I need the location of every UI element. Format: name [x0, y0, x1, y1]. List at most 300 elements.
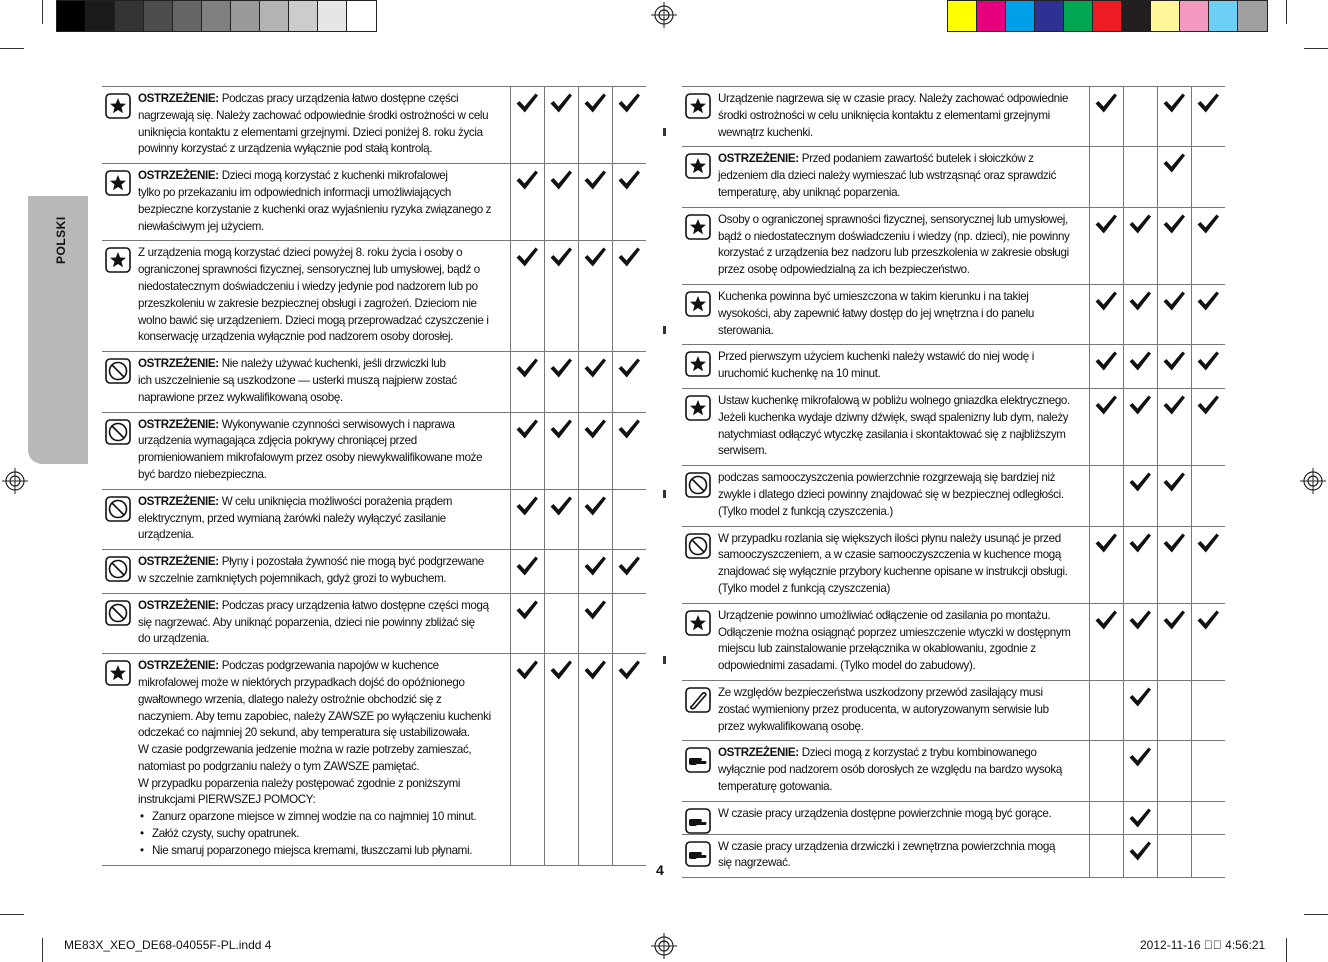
checkmark-icon: [515, 178, 539, 195]
text-line: [718, 108, 1083, 125]
text-line: [138, 658, 504, 675]
warning-lead: OSTRZEŻENIE:: [138, 417, 219, 431]
text-line: [138, 245, 504, 262]
model-column-cell: [510, 412, 544, 489]
text-line: [718, 581, 1083, 598]
text-line: [138, 356, 504, 373]
text-line-content: powinny korzystać z urządzenia wyłącznie pod stałą kontrolą.: [138, 142, 433, 156]
prohibited-icon: [102, 593, 136, 653]
model-column-cell: [510, 241, 544, 352]
text-line-content: sterowania.: [718, 323, 774, 337]
text-line-content: ograniczonej sprawności fizycznej, sensorycznej lub umysłowej, bądź o: [138, 263, 480, 277]
text-line: [138, 494, 504, 511]
text-line: [718, 608, 1083, 625]
color-swatch-strip-left: [56, 0, 377, 32]
text-line-content: gwałtownego wrzenia, dlatego należy ostrożnie obchodzić się z: [138, 692, 442, 706]
text-line: [718, 427, 1083, 444]
checkmark-icon: [617, 427, 641, 444]
text-line: [138, 373, 504, 390]
list-item: • Nie smaruj poparzonego miejsca kremami, tłuszczami lub płynami.: [138, 843, 504, 860]
star-warning-icon: [102, 87, 136, 164]
text-line: [718, 855, 1083, 872]
table-row: [102, 87, 646, 164]
checkmark-icon: [1128, 299, 1152, 316]
checkmark-icon: [549, 178, 573, 195]
text-line: [718, 719, 1083, 736]
text-line-content: instrukcjami PIERWSZEJ POMOCY:: [138, 793, 316, 807]
registration-mark-icon: [1300, 468, 1326, 494]
star-warning-icon: [682, 345, 716, 389]
pointing-hand-icon: [682, 801, 716, 834]
text-line-content: naprawione przez wykwalifikowaną osobę.: [138, 390, 343, 404]
text-line: [718, 168, 1083, 185]
table-row: [682, 680, 1225, 740]
text-line-content: urządzenia wymagająca zdjęcia pokrywy chroniącej przed: [138, 434, 417, 448]
pointing-hand-icon: [682, 741, 716, 801]
model-column-cell: [578, 593, 612, 653]
model-column-cell: [1089, 741, 1123, 801]
color-swatch: [977, 1, 1006, 31]
text-line-content: przez wykwalifikowaną osobę.: [718, 719, 864, 733]
text-line: [718, 151, 1083, 168]
model-column-cell: [1089, 147, 1123, 207]
model-column-cell: [544, 412, 578, 489]
checkmark-icon: [1094, 101, 1118, 118]
warning-lead: OSTRZEŻENIE:: [718, 152, 799, 166]
checkmark-icon: [1094, 222, 1118, 239]
text-line-content: Z urządzenia mogą korzystać dzieci powyżej 8. roku życia i osoby o: [138, 246, 463, 260]
text-line: [718, 349, 1083, 366]
star-warning-icon: [682, 388, 716, 465]
color-swatch: [318, 1, 347, 31]
model-column-cell: [1089, 345, 1123, 389]
fold-mark: [663, 326, 666, 334]
checkmark-icon: [1162, 299, 1186, 316]
text-line: [718, 185, 1083, 202]
text-line: [138, 185, 504, 202]
model-column-cell: [544, 550, 578, 594]
model-column-cell: [1123, 801, 1157, 834]
color-swatch: [57, 1, 86, 31]
model-column-cell: [1089, 834, 1123, 878]
color-swatch: [1035, 1, 1064, 31]
warning-lead: OSTRZEŻENIE:: [138, 494, 219, 508]
text-line-content: W przypadku poparzenia należy postępować zgodnie z poniższymi: [138, 776, 461, 790]
checkmark-icon: [1128, 359, 1152, 376]
text-line-content: temperaturę gotowania.: [718, 779, 833, 793]
warning-lead: OSTRZEŻENIE:: [138, 357, 219, 371]
star-warning-icon: [682, 603, 716, 680]
model-column-cell: [1157, 388, 1191, 465]
checkmark-icon: [1196, 222, 1220, 239]
table-row: [682, 801, 1225, 834]
text-line-content: nagrzewają się. Należy zachować odpowiednie środki ostrożności w celu: [138, 108, 489, 122]
text-line-content: W czasie podgrzewania jedzenie można w razie potrzeby zamieszać,: [138, 743, 472, 757]
checkmark-icon: [1128, 816, 1152, 833]
text-line: [718, 779, 1083, 796]
checkmark-icon: [1162, 403, 1186, 420]
text-line: [718, 504, 1083, 521]
text-line: [138, 615, 504, 632]
checkmark-icon: [1162, 618, 1186, 635]
model-column-cell: [1089, 466, 1123, 526]
text-line-content: wysokości, aby zapewnić łatwy dostęp do jej wnętrzna i do panelu: [718, 306, 1034, 320]
checkmark-icon: [583, 504, 607, 521]
model-column-cell: [544, 489, 578, 549]
prohibited-icon: [102, 489, 136, 549]
checkmark-icon: [515, 504, 539, 521]
text-line-content: odczekać co najmniej 20 sekund, aby temperatura się ustabilizowała.: [138, 726, 470, 740]
text-line-content: się nagrzewać. Aby uniknąć poparzenia, dzieci nie powinny zbliżać się: [138, 615, 475, 629]
checkmark-icon: [515, 255, 539, 272]
text-line: [718, 306, 1083, 323]
color-swatch: [86, 1, 115, 31]
text-line: [718, 625, 1083, 642]
checkmark-icon: [1128, 480, 1152, 497]
model-column-cell: [1089, 388, 1123, 465]
color-swatch: [1006, 1, 1035, 31]
text-line-content: natychmiast odłączyć wtyczkę zasilania i skontaktować się z najbliższym: [718, 427, 1066, 441]
color-swatch: [1093, 1, 1122, 31]
text-line: [138, 598, 504, 615]
row-text: [716, 741, 1089, 801]
model-column-cell: [510, 654, 544, 866]
text-line: [138, 631, 504, 648]
model-column-cell: [1191, 345, 1225, 389]
color-swatch: [1209, 1, 1238, 31]
model-column-cell: [510, 550, 544, 594]
text-line-content: przeszkoleniu w zakresie bezpiecznej obsługi i zagrożeń. Dzieciom nie: [138, 296, 477, 310]
checkmark-icon: [583, 564, 607, 581]
registration-mark-icon: [651, 933, 677, 959]
color-swatch: [347, 1, 376, 31]
text-line: [138, 554, 504, 571]
checkmark-icon: [515, 668, 539, 685]
row-text: [716, 388, 1089, 465]
text-line: [138, 759, 504, 776]
model-column-cell: [1157, 680, 1191, 740]
checkmark-icon: [549, 427, 573, 444]
text-line-content: urządzenia.: [138, 528, 195, 542]
text-line-content: Przed podaniem zawartość butelek i słoiczków z: [798, 152, 1034, 166]
text-line-content: ich uszczelnienie są uszkodzone — usterki muszą najpierw zostać: [138, 373, 457, 387]
table-row: [102, 593, 646, 653]
model-column-cell: [612, 489, 646, 549]
row-text: [136, 241, 510, 352]
row-text: [716, 345, 1089, 389]
model-column-cell: [544, 164, 578, 241]
text-line: [138, 279, 504, 296]
checkmark-icon: [617, 668, 641, 685]
text-line: [718, 641, 1083, 658]
checkmark-icon: [1094, 403, 1118, 420]
registration-mark-icon: [651, 2, 677, 28]
text-line-content: wyłącznie pod nadzorem osób dorosłych ze względu na bardzo wysoką: [718, 763, 1062, 777]
text-line: [718, 762, 1083, 779]
text-line-content: uruchomić kuchenkę na 10 minut.: [718, 367, 881, 381]
text-line: [138, 792, 504, 809]
text-line-content: uniknięcia kontaktu z elementami grzejnymi. Dzieci poniżej 8. roku życia: [138, 125, 483, 139]
text-line-content: Urządzenie powinno umożliwiać odłączenie od zasilania po montażu.: [718, 608, 1051, 622]
model-column-cell: [612, 87, 646, 164]
text-line-content: zostać wymieniony przez producenta, w autoryzowanym serwisie lub: [718, 702, 1049, 716]
safety-table-left: [102, 86, 646, 866]
model-column-cell: [544, 241, 578, 352]
model-column-cell: [1157, 466, 1191, 526]
star-warning-icon: [682, 147, 716, 207]
checkmark-icon: [617, 366, 641, 383]
text-line: [138, 776, 504, 793]
row-text: [136, 87, 510, 164]
crop-mark: [0, 914, 24, 915]
text-line: [138, 329, 504, 346]
text-line: [718, 323, 1083, 340]
model-column-cell: [1157, 147, 1191, 207]
color-swatch: [173, 1, 202, 31]
text-line: [138, 296, 504, 313]
table-row: [682, 741, 1225, 801]
row-text: [716, 526, 1089, 603]
text-line-content: (Tylko model z funkcją czyszczenia.): [718, 504, 893, 518]
row-text: [716, 87, 1089, 147]
text-line: [718, 564, 1083, 581]
row-text: [136, 412, 510, 489]
text-line-content: Osoby o ograniczonej sprawności fizycznej, sensorycznej lub umysłowej,: [718, 212, 1068, 226]
star-warning-icon: [682, 87, 716, 147]
table-row: [682, 526, 1225, 603]
model-column-cell: [1089, 87, 1123, 147]
model-column-cell: [1191, 526, 1225, 603]
text-line-content: Przed pierwszym użyciem kuchenki należy wstawić do niej wodę i: [718, 350, 1034, 364]
color-swatch: [115, 1, 144, 31]
model-column-cell: [1089, 284, 1123, 344]
checkmark-icon: [1128, 849, 1152, 866]
text-line-content: się nagrzewać.: [718, 856, 791, 870]
text-line-content: samooczyszczeniem, a w czasie samooczyszczenia w kuchence mogą: [718, 548, 1062, 562]
text-line: [718, 487, 1083, 504]
model-column-cell: [1191, 207, 1225, 284]
text-line-content: środki ostrożności w celu uniknięcia kontaktu z elementami grzejnymi: [718, 108, 1050, 122]
color-swatch-strip-right: [947, 0, 1268, 32]
table-row: [102, 550, 646, 594]
checkmark-icon: [1128, 695, 1152, 712]
model-column-cell: [1089, 801, 1123, 834]
text-line-content: Urządzenie nagrzewa się w czasie pracy. Należy zachować odpowiednie: [718, 92, 1069, 105]
page-number: 4: [656, 862, 664, 878]
model-column-cell: [1123, 284, 1157, 344]
text-line: [718, 658, 1083, 675]
table-row: [682, 388, 1225, 465]
text-line: [138, 219, 504, 236]
checkmark-icon: [617, 255, 641, 272]
row-text: [136, 593, 510, 653]
text-line: [718, 229, 1083, 246]
prohibited-icon: [102, 550, 136, 594]
registration-mark-icon: [2, 468, 28, 494]
star-warning-icon: [102, 241, 136, 352]
model-column-cell: [612, 352, 646, 412]
checkmark-icon: [583, 427, 607, 444]
text-line: [718, 745, 1083, 762]
star-warning-icon: [682, 284, 716, 344]
checkmark-icon: [549, 255, 573, 272]
model-column-cell: [1123, 388, 1157, 465]
checkmark-icon: [1162, 101, 1186, 118]
text-line-content: Dzieci mogą z korzystać z trybu kombinowanego: [798, 746, 1037, 760]
text-line: [718, 685, 1083, 702]
text-line: [138, 125, 504, 142]
model-column-cell: [1089, 526, 1123, 603]
table-row: [682, 147, 1225, 207]
text-line: [138, 725, 504, 742]
checkmark-icon: [583, 101, 607, 118]
crop-mark: [1304, 914, 1328, 915]
checkmark-icon: [1128, 618, 1152, 635]
model-column-cell: [1191, 801, 1225, 834]
prohibited-icon: [102, 412, 136, 489]
row-text: [136, 550, 510, 594]
checkmark-icon: [549, 504, 573, 521]
text-line-content: podczas samooczyszczenia powierzchnie rozgrzewają się bardziej niż: [718, 471, 1056, 485]
checkmark-icon: [1196, 101, 1220, 118]
text-line-content: wewnątrz kuchenki.: [718, 125, 813, 139]
text-line-content: Podczas podgrzewania napojów w kuchence: [218, 659, 439, 673]
text-line-content: niedostatecznym doświadczeniu i wiedzy jedynie pod nadzorem lub po: [138, 279, 478, 293]
text-line-content: bezpieczne korzystanie z kuchenki oraz wyjaśnieniu ryzyka związanego z: [138, 202, 492, 216]
checkmark-icon: [1162, 480, 1186, 497]
model-column-cell: [510, 593, 544, 653]
checkmark-icon: [1094, 359, 1118, 376]
model-column-cell: [1123, 87, 1157, 147]
text-line-content: W czasie pracy urządzenia drzwiczki i zewnętrzna powierzchnia mogą: [718, 839, 1056, 853]
text-line-content: wolno bawić się urządzeniem. Dzieci mogą przeprowadzać czyszczenie i: [138, 313, 489, 327]
text-line: [718, 393, 1083, 410]
table-row: [682, 466, 1225, 526]
color-swatch: [231, 1, 260, 31]
model-column-cell: [612, 241, 646, 352]
color-swatch: [289, 1, 318, 31]
text-line-content: naczyniem. Aby temu zapobiec, należy ZAWSZE po wyłączeniu kuchenki: [138, 709, 491, 723]
model-column-cell: [544, 593, 578, 653]
model-column-cell: [1191, 680, 1225, 740]
list-item: • Załóż czysty, suchy opatrunek.: [138, 826, 504, 843]
checkmark-icon: [549, 366, 573, 383]
star-warning-icon: [102, 164, 136, 241]
list-item: • Zanurz oparzone miejsce w zimnej wodzie na co najmniej 10 minut.: [138, 809, 504, 826]
color-swatch: [1238, 1, 1267, 31]
text-line: [138, 313, 504, 330]
text-line-content: Ustaw kuchenkę mikrofalową w pobliżu wolnego gniazdka elektrycznego.: [718, 393, 1070, 407]
color-swatch: [202, 1, 231, 31]
model-column-cell: [578, 352, 612, 412]
model-column-cell: [1157, 207, 1191, 284]
checkmark-icon: [583, 178, 607, 195]
text-line-content: Podczas pracy urządzenia łatwo dostępne części: [218, 92, 459, 105]
text-line-content: mikrofalowej może w niektórych przypadkach dojść do opóźnionego: [138, 675, 465, 689]
text-line: [718, 806, 1083, 823]
model-column-cell: [578, 412, 612, 489]
text-line-content: niewłaściwym jej użyciem.: [138, 219, 264, 233]
text-line-content: Płyny i pozostała żywność nie mogą być podgrzewane: [218, 555, 484, 569]
text-line-content: zwykle i dlatego dzieci powinny znajdować się w bezpiecznej odległości.: [718, 487, 1064, 501]
model-column-cell: [1191, 147, 1225, 207]
text-line: [138, 262, 504, 279]
row-text: [716, 466, 1089, 526]
table-row: [102, 489, 646, 549]
warning-lead: OSTRZEŻENIE:: [138, 659, 219, 673]
row-text: [716, 284, 1089, 344]
checkmark-icon: [617, 564, 641, 581]
text-line: [138, 390, 504, 407]
model-column-cell: [510, 87, 544, 164]
table-row: [102, 654, 646, 866]
text-line: [718, 443, 1083, 460]
text-line-content: Nie należy używać kuchenki, jeśli drzwiczki lub: [218, 357, 446, 371]
text-line: [718, 91, 1083, 108]
model-column-cell: [1157, 603, 1191, 680]
model-column-cell: [1191, 603, 1225, 680]
crop-mark: [42, 938, 43, 962]
checkmark-icon: [1196, 403, 1220, 420]
model-column-cell: [1191, 834, 1225, 878]
checkmark-icon: [583, 255, 607, 272]
text-line-content: Dzieci mogą korzystać z kuchenki mikrofalowej: [218, 169, 448, 183]
checkmark-icon: [1094, 541, 1118, 558]
model-column-cell: [510, 489, 544, 549]
table-row: [682, 345, 1225, 389]
text-line-content: znajdować się wyłącznie przybory kuchenne opisane w instrukcji obsługi.: [718, 565, 1068, 579]
footer-timestamp: 2012-11-16    4:56:21: [1140, 938, 1266, 952]
color-swatch: [948, 1, 977, 31]
text-line: [718, 366, 1083, 383]
table-row: [682, 87, 1225, 147]
checkmark-icon: [1162, 161, 1186, 178]
model-column-cell: [510, 352, 544, 412]
text-line-content: serwisem.: [718, 444, 768, 458]
text-line-content: konserwację urządzenia wyłącznie pod nadzorem osoby dorosłej.: [138, 330, 454, 344]
text-line-content: jedzeniem dla dzieci należy wymieszać lub wstrząsnąć oraz sprawdzić: [718, 169, 1057, 183]
model-column-cell: [1123, 603, 1157, 680]
color-swatch: [260, 1, 289, 31]
fold-mark: [663, 656, 666, 664]
model-column-cell: [1157, 801, 1191, 834]
text-line: [138, 108, 504, 125]
model-column-cell: [1191, 388, 1225, 465]
prohibited-icon: [682, 466, 716, 526]
checkmark-icon: [1196, 359, 1220, 376]
row-text: [716, 207, 1089, 284]
model-column-cell: [578, 241, 612, 352]
text-line: [138, 709, 504, 726]
color-swatch: [1122, 1, 1151, 31]
model-column-cell: [612, 654, 646, 866]
checkmark-icon: [1128, 403, 1152, 420]
text-line-content: w szczelnie zamkniętych pojemnikach, gdyż grozi to wybuchem.: [138, 571, 447, 585]
model-column-cell: [1089, 680, 1123, 740]
table-row: [102, 352, 646, 412]
fold-mark: [663, 128, 666, 136]
crop-mark: [42, 0, 43, 24]
table-row: [102, 412, 646, 489]
model-column-cell: [1123, 345, 1157, 389]
text-line: [718, 262, 1083, 279]
text-line-content: być bardzo niebezpieczna.: [138, 467, 267, 481]
prohibited-icon: [682, 526, 716, 603]
text-line: [718, 410, 1083, 427]
text-line-content: W czasie pracy urządzenia dostępne powierzchnie mogą być gorące.: [718, 806, 1052, 820]
checkmark-icon: [1196, 618, 1220, 635]
model-column-cell: [510, 164, 544, 241]
